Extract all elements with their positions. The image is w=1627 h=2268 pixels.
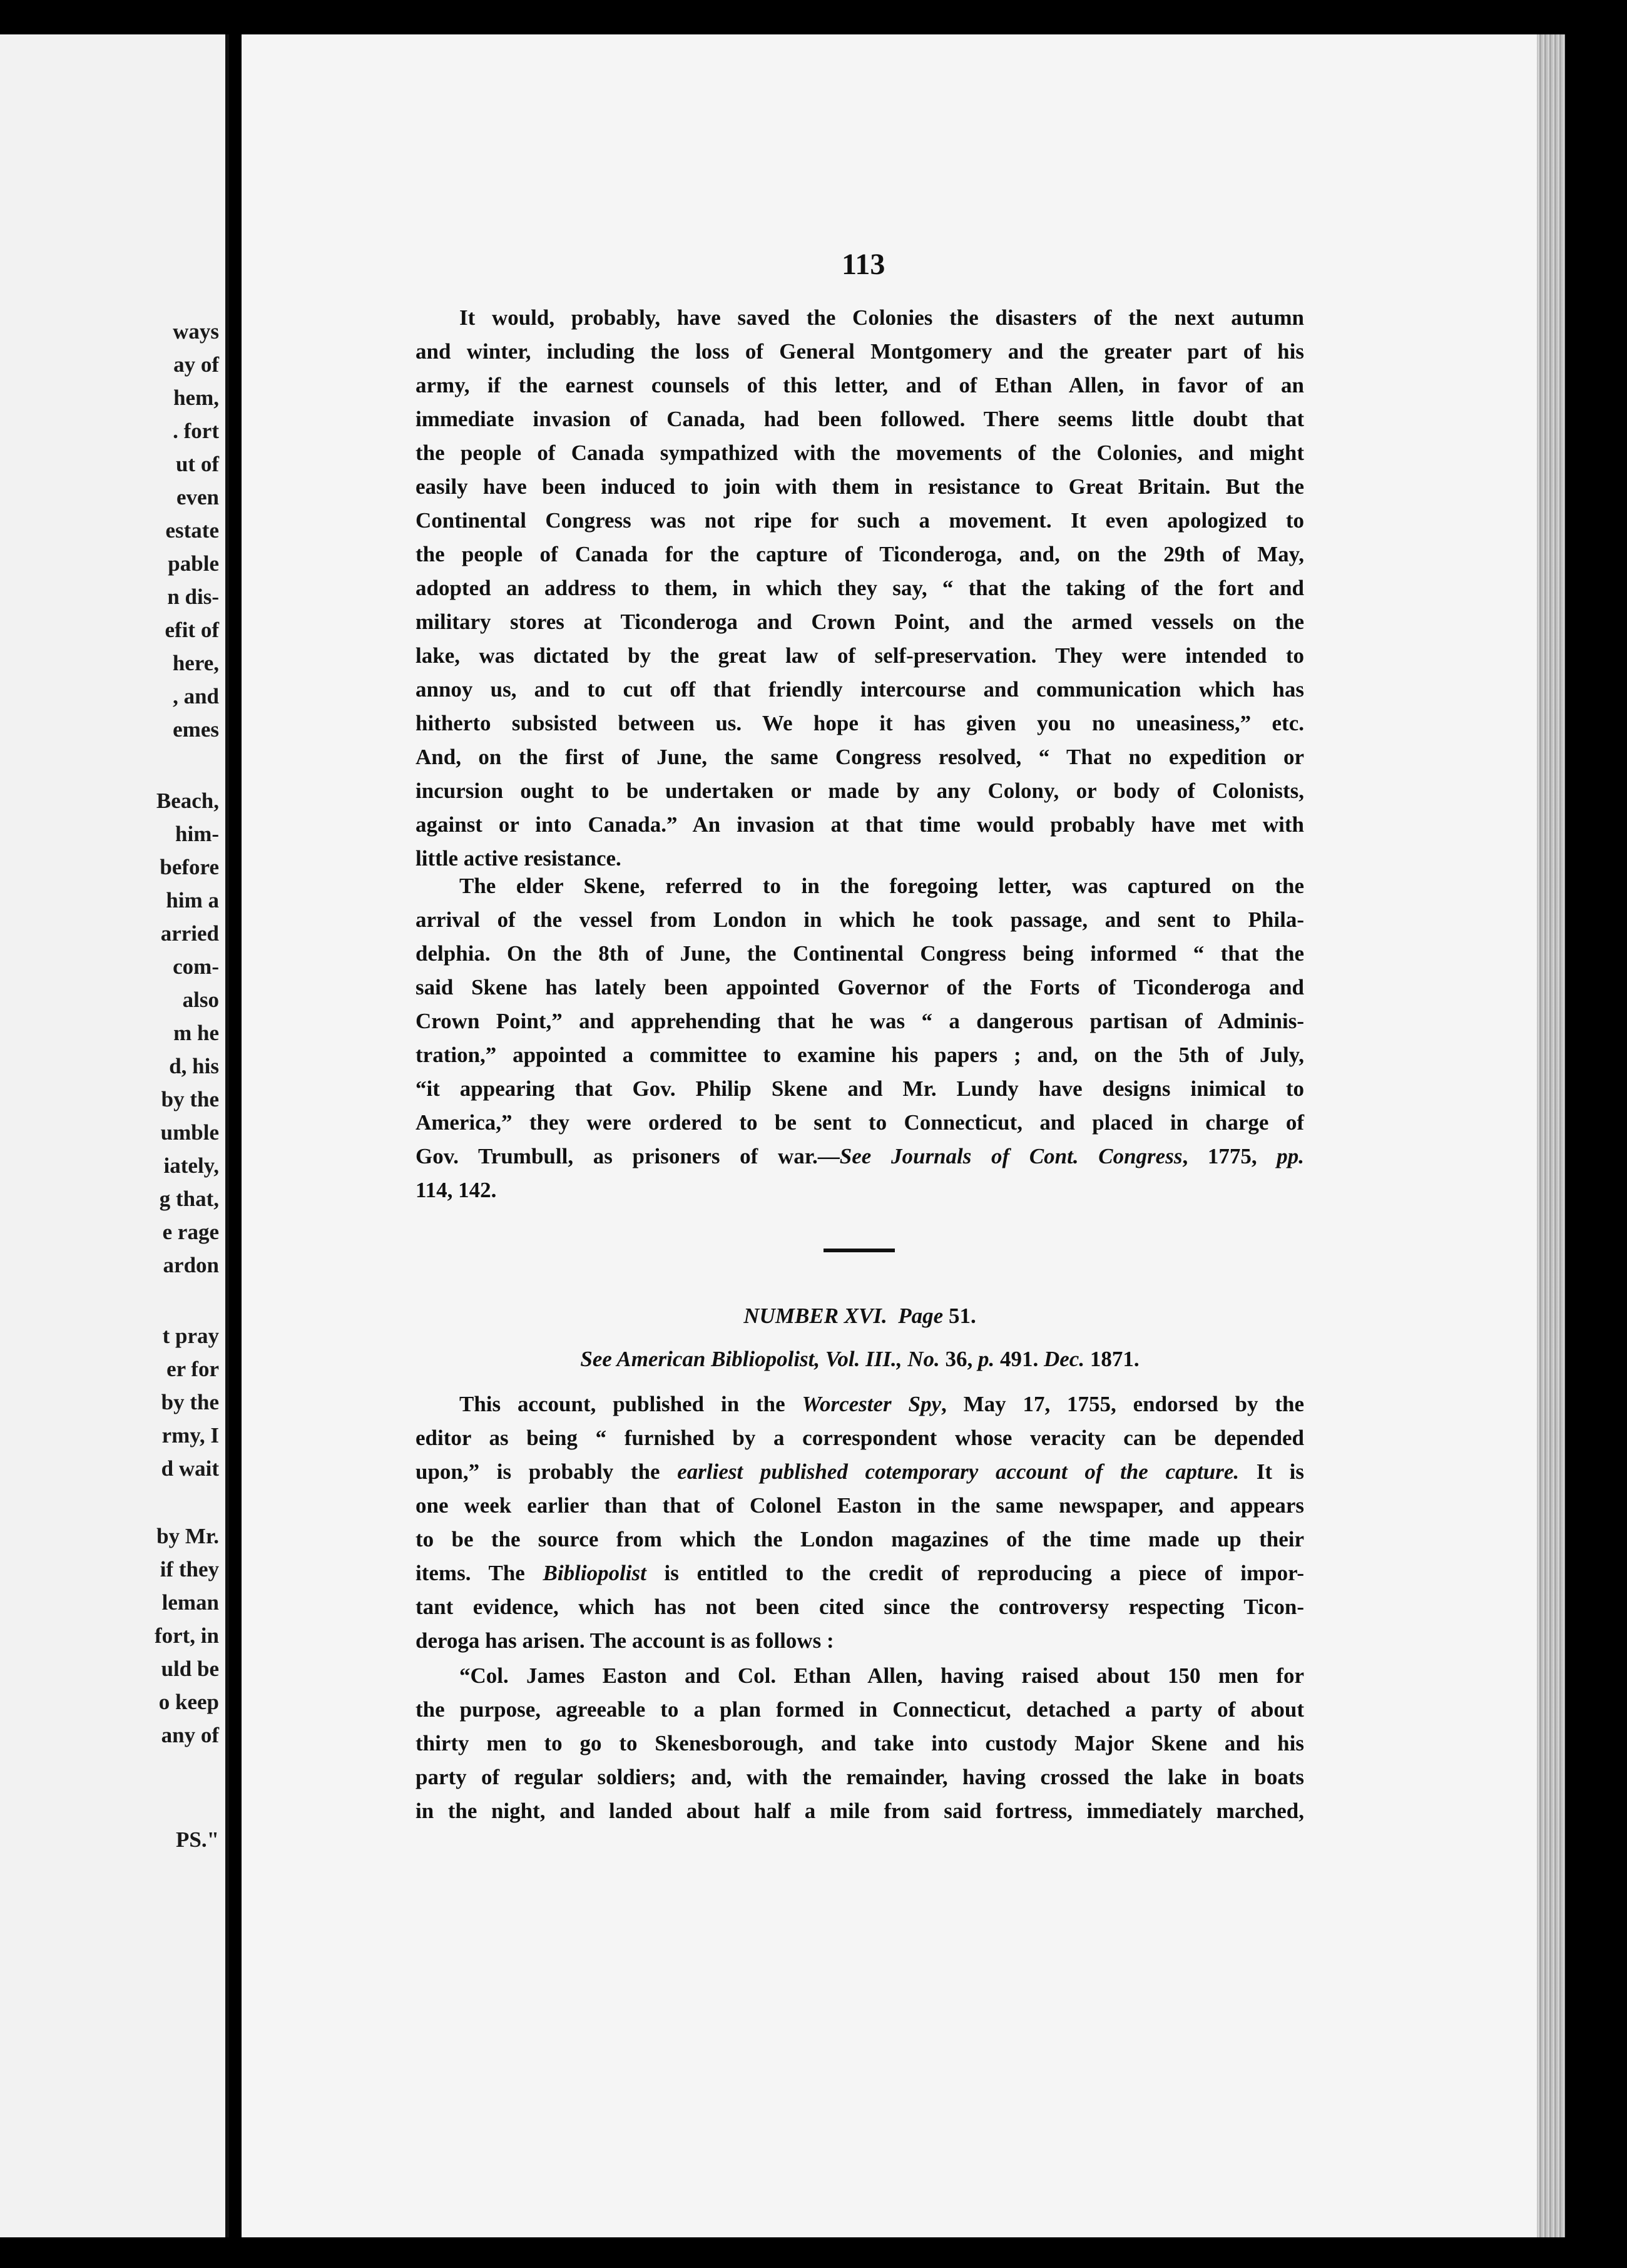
left-fragment: estate	[165, 518, 219, 543]
left-fragment: . fort	[173, 419, 219, 443]
text-line: to be the source from which the London magazines of the time made up their	[416, 1527, 1304, 1551]
text-line: arrival of the vessel from London in which he took passage, and sent to Phila-	[416, 907, 1304, 932]
left-fragment: even	[176, 485, 219, 509]
text-line: easily have been induced to join with them in resistance to Great Britain. But the	[416, 474, 1304, 499]
text-line: little active resistance.	[416, 846, 621, 871]
left-fragment: also	[182, 988, 219, 1012]
left-fragment: before	[160, 855, 219, 879]
emphasis-italic: earliest published cotemporary account of the capture.	[677, 1459, 1240, 1484]
text-line: thirty men to go to Skenesborough, and take into custody Major Skene and his	[416, 1731, 1304, 1755]
left-fragment: e rage	[162, 1220, 219, 1244]
text-line: annoy us, and to cut off that friendly intercourse and communication which has	[416, 677, 1304, 702]
text-run: 36,	[939, 1347, 978, 1371]
left-fragment: , and	[173, 684, 219, 708]
text-line: in the night, and landed about half a mile from said fortress, immediately marched,	[416, 1799, 1304, 1823]
text-line: hitherto subsisted between us. We hope it has given you no uneasiness,” etc.	[416, 711, 1304, 735]
text-line: deroga has arisen. The account is as follows :	[416, 1628, 834, 1653]
text-run: , 1775,	[1182, 1144, 1277, 1168]
text-run: This account, published in the	[459, 1392, 802, 1416]
text-line: one week earlier than that of Colonel Easton in the same newspaper, and appears	[416, 1493, 1304, 1518]
left-fragment: m he	[173, 1021, 219, 1045]
left-fragment: by the	[161, 1390, 219, 1414]
text-run: upon,” is probably the	[416, 1459, 678, 1484]
left-fragment: efit of	[165, 618, 219, 642]
left-fragment: him-	[175, 822, 219, 846]
text-line: And, on the first of June, the same Congress resolved, “ That no expedition or	[416, 745, 1304, 769]
text-line: lake, was dictated by the great law of self-preservation. They were intended to	[416, 643, 1304, 668]
citation-italic: See American Bibliopolist, Vol. III., No.	[580, 1347, 940, 1371]
page-edge	[1537, 34, 1565, 2237]
page-number: 113	[842, 248, 885, 281]
text-line: incursion ought to be undertaken or made by any Colony, or body of Colonists,	[416, 779, 1304, 803]
text-line: tration,” appointed a committee to examine his papers ; and, on the 5th of July,	[416, 1043, 1304, 1067]
left-fragment: d wait	[161, 1456, 219, 1481]
text-line: adopted an address to them, in which they say, “ that the taking of the fort and	[416, 576, 1304, 600]
citation-italic: p.	[977, 1347, 995, 1371]
text-line: delphia. On the 8th of June, the Continental Congress being informed “ that the	[416, 941, 1304, 966]
main-page	[242, 34, 1565, 2237]
left-fragment: Beach,	[156, 789, 219, 813]
text-line: military stores at Ticonderoga and Crown Point, and the armed vessels on the	[416, 610, 1304, 634]
left-fragment: rmy, I	[161, 1423, 219, 1448]
text-line: The elder Skene, referred to in the foregoing letter, was captured on the	[459, 874, 1304, 898]
left-fragment: iately,	[163, 1153, 219, 1178]
text-run: items. The	[416, 1561, 543, 1585]
text-line: tant evidence, which has not been cited since the controversy respecting Ticon-	[416, 1595, 1304, 1619]
text-line: It would, probably, have saved the Colonies the disasters of the next autumn	[459, 305, 1304, 330]
text-line	[416, 1459, 1304, 1484]
text-run: 1871.	[1084, 1347, 1140, 1371]
heading-italic: NUMBER XVI.	[743, 1304, 887, 1328]
citation-italic: See Journals of Cont. Congress	[839, 1144, 1183, 1168]
text-line: army, if the earnest counsels of this letter, and of Ethan Allen, in favor of an	[416, 373, 1304, 397]
text-line: “Col. James Easton and Col. Ethan Allen, having raised about 150 men for	[459, 1663, 1304, 1688]
publication-title: Bibliopolist	[543, 1561, 646, 1585]
left-fragment: g that,	[159, 1187, 219, 1211]
left-fragment: by the	[161, 1087, 219, 1111]
left-fragment: umble	[160, 1120, 219, 1145]
left-fragment: n dis-	[167, 585, 219, 609]
source-citation	[416, 1347, 1304, 1372]
newspaper-title: Worcester Spy	[802, 1392, 942, 1416]
text-run: is entitled to the credit of reproducing a piece of impor-	[646, 1561, 1305, 1585]
text-line: editor as being “ furnished by a correspondent whose veracity can be depended	[416, 1426, 1304, 1450]
left-fragment: emes	[173, 717, 219, 742]
text-line: the people of Canada sympathized with the movements of the Colonies, and might	[416, 441, 1304, 465]
text-line: Continental Congress was not ripe for such a movement. It even apologized to	[416, 508, 1304, 533]
text-line: and winter, including the loss of General Montgomery and the greater part of his	[416, 339, 1304, 364]
text-run: Gov. Trumbull, as prisoners of war.—	[416, 1144, 840, 1168]
heading-number: 51.	[943, 1304, 976, 1328]
left-fragment: by Mr.	[156, 1524, 219, 1548]
text-line: Crown Point,” and apprehending that he was “ a dangerous partisan of Adminis-	[416, 1009, 1304, 1033]
text-line: the people of Canada for the capture of Ticonderoga, and, on the 29th of May,	[416, 542, 1304, 566]
section-heading	[416, 1304, 1304, 1329]
text-line: immediate invasion of Canada, had been followed. There seems little doubt that	[416, 407, 1304, 431]
left-fragment: ut of	[175, 452, 219, 476]
left-fragment: leman	[161, 1590, 219, 1615]
text-line: 114, 142.	[416, 1178, 497, 1202]
left-fragment: ay of	[173, 352, 219, 377]
text-line: “it appearing that Gov. Philip Skene and Mr. Lundy have designs inimical to	[416, 1076, 1304, 1101]
left-fragment: o keep	[158, 1690, 219, 1714]
section-divider	[824, 1249, 895, 1252]
text-run: It is	[1239, 1459, 1305, 1484]
citation-italic: Dec.	[1043, 1347, 1085, 1371]
left-fragment: PS."	[175, 1827, 219, 1852]
left-fragment: arried	[160, 921, 219, 946]
left-fragment: uld be	[161, 1657, 219, 1681]
text-line	[416, 1144, 1304, 1169]
left-fragment: pable	[168, 551, 219, 576]
left-fragment: com-	[173, 954, 219, 979]
left-fragment: d, his	[169, 1054, 219, 1078]
left-facing-page	[0, 34, 229, 2237]
left-fragment: er for	[166, 1357, 219, 1381]
citation-italic: pp.	[1277, 1144, 1304, 1168]
text-line	[416, 1561, 1304, 1586]
text-run: 491.	[994, 1347, 1044, 1371]
text-line: party of regular soldiers; and, with the remainder, having crossed the lake in boats	[416, 1765, 1304, 1789]
left-fragment: him a	[166, 888, 219, 912]
left-fragment: ways	[173, 319, 219, 344]
left-fragment: if they	[160, 1557, 219, 1581]
text-line: against or into Canada.” An invasion at that time would probably have met with	[416, 812, 1304, 837]
left-fragment: ardon	[163, 1253, 219, 1277]
text-line: America,” they were ordered to be sent to Connecticut, and placed in charge of	[416, 1110, 1304, 1135]
left-fragment: here,	[172, 651, 219, 675]
text-line	[459, 1392, 1304, 1417]
left-fragment: hem,	[173, 386, 219, 410]
left-fragment: fort, in	[154, 1623, 219, 1648]
text-run: , May 17, 1755, endorsed by the	[941, 1392, 1304, 1416]
left-fragment: any of	[161, 1723, 219, 1747]
left-fragment: t pray	[162, 1324, 219, 1348]
text-line: the purpose, agreeable to a plan formed in Connecticut, detached a party of about	[416, 1697, 1304, 1722]
text-line: said Skene has lately been appointed Governor of the Forts of Ticonderoga and	[416, 975, 1304, 999]
heading-italic: Page	[898, 1304, 944, 1328]
